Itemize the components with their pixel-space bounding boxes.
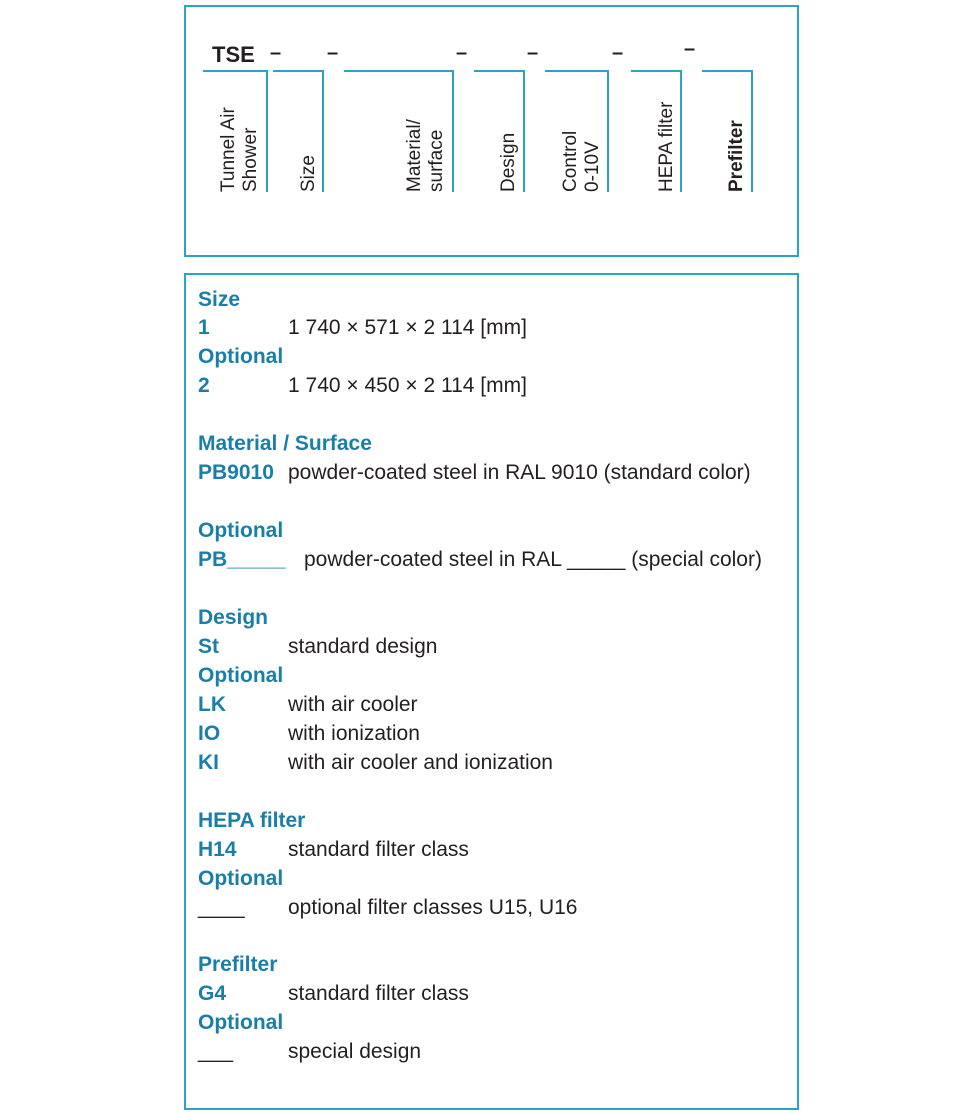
- design-opt-code-io: IO: [198, 722, 221, 745]
- label-material-line1: Material/: [404, 119, 425, 192]
- prefilter-optional-label: Optional: [198, 1011, 284, 1034]
- code-dash-4: –: [527, 42, 539, 64]
- hepa-std-desc: standard filter class: [288, 838, 469, 861]
- material-heading: Material / Surface: [198, 432, 372, 455]
- label-hepa: HEPA filter: [656, 101, 677, 192]
- hepa-opt-code: ____: [198, 896, 245, 919]
- bracket-material-top: [344, 70, 453, 72]
- size-opt-desc: 1 740 × 450 × 2 114 [mm]: [288, 374, 527, 397]
- hepa-opt-desc: optional filter classes U15, U16: [288, 896, 578, 919]
- label-size: Size: [298, 155, 319, 192]
- bracket-prefilter-top: [702, 70, 752, 72]
- code-dash-5: –: [612, 42, 624, 64]
- design-opt-code-lk: LK: [198, 693, 226, 716]
- hepa-optional-label: Optional: [198, 867, 284, 890]
- material-std-desc: powder-coated steel in RAL 9010 (standard color): [288, 461, 751, 484]
- label-tunnel-line2: Shower: [240, 127, 261, 192]
- order-code-prefix: TSE: [212, 42, 255, 67]
- material-std-code: PB9010: [198, 461, 274, 484]
- size-std-code: 1: [198, 316, 210, 339]
- prefilter-std-desc: standard filter class: [288, 982, 469, 1005]
- hepa-std-code: H14: [198, 838, 237, 861]
- design-opt-desc-ki: with air cooler and ionization: [288, 751, 553, 774]
- bracket-hepa-side: [680, 70, 682, 192]
- bracket-size-top: [273, 70, 323, 72]
- bracket-hepa-top: [631, 70, 681, 72]
- label-material-line2: surface: [426, 129, 447, 192]
- material-optional-label: Optional: [198, 519, 284, 542]
- bracket-size-side: [322, 70, 324, 192]
- material-opt-code: PB_____: [198, 548, 286, 571]
- bracket-control-top: [545, 70, 608, 72]
- bracket-control-side: [607, 70, 609, 192]
- prefilter-std-code: G4: [198, 982, 227, 1005]
- bracket-tunnel-side: [266, 70, 268, 192]
- prefilter-opt-desc: special design: [288, 1040, 422, 1063]
- code-dash-6: –: [684, 38, 696, 60]
- bracket-material-side: [452, 70, 454, 192]
- prefilter-heading: Prefilter: [198, 953, 278, 976]
- label-prefilter: Prefilter: [726, 120, 747, 192]
- size-std-desc: 1 740 × 571 × 2 114 [mm]: [288, 316, 527, 339]
- size-optional-label: Optional: [198, 345, 284, 368]
- bracket-tunnel-top: [203, 70, 268, 72]
- label-control-line2: 0-10V: [582, 141, 603, 192]
- label-tunnel-line1: Tunnel Air: [218, 107, 239, 192]
- code-dash-1: –: [270, 42, 282, 64]
- design-std-desc: standard design: [288, 635, 438, 658]
- design-heading: Design: [198, 606, 269, 629]
- design-std-code: St: [198, 635, 219, 658]
- design-opt-code-ki: KI: [198, 751, 219, 774]
- bracket-design-top: [474, 70, 524, 72]
- label-design: Design: [498, 132, 519, 192]
- code-dash-2: –: [327, 42, 339, 64]
- prefilter-opt-code: ___: [198, 1040, 234, 1063]
- design-opt-desc-lk: with air cooler: [288, 693, 418, 716]
- bracket-prefilter-side: [751, 70, 753, 192]
- label-control-line1: Control: [560, 130, 581, 192]
- bracket-design-side: [523, 70, 525, 192]
- size-opt-code: 2: [198, 374, 210, 397]
- hepa-heading: HEPA filter: [198, 809, 306, 832]
- size-heading: Size: [198, 288, 241, 311]
- design-opt-desc-io: with ionization: [288, 722, 420, 745]
- code-dash-3: –: [456, 42, 468, 64]
- design-optional-label: Optional: [198, 664, 284, 687]
- material-opt-desc: powder-coated steel in RAL _____ (special color): [304, 548, 762, 571]
